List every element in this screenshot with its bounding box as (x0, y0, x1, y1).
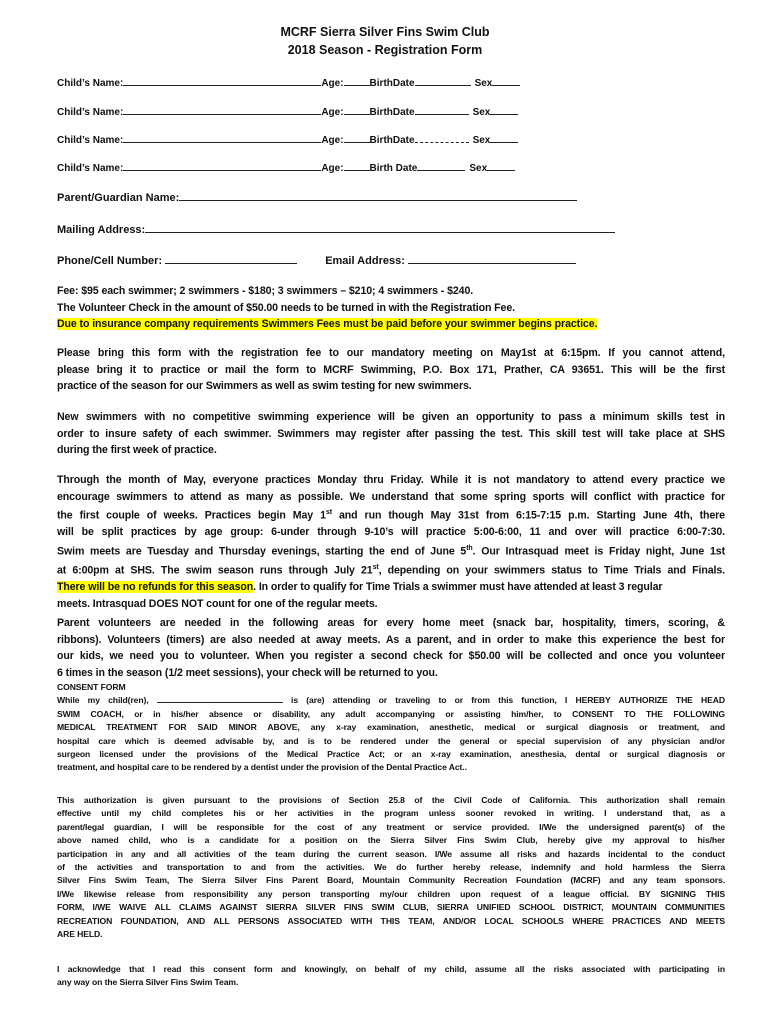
paragraph-line: parent/legal guardian, I will be responsible for the cost of any treatment or service provided. I/We the undersigned parent(s) of the (57, 821, 725, 832)
text-segment: the first couple of weeks. Practices begin May 1 (57, 509, 326, 522)
authorization-paragraph (57, 794, 725, 941)
paragraph-line: MEDICAL TREATMENT FOR SAID MINOR ABOVE, any x-ray examination, anesthetic, medical or surgical diagnosis or treatment, and (57, 722, 725, 733)
birthdate-field[interactable] (417, 161, 465, 171)
birthdate-field[interactable] (415, 76, 471, 86)
paragraph-line: FORM, I/WE WAIVE ALL CLAIMS AGAINST SIERRA SILVER FINS SWIM CLUB, SIERRA UNIFIED SCHOOL DISTRICT, MOUNTAIN COMMUNITIES (57, 902, 725, 913)
paragraph-line: treatment, and hospital care to be rendered by a dentist under the provision of the Dental Practice Act.. (57, 762, 467, 773)
sex-label: Sex (469, 163, 488, 174)
parent-guardian-label: Parent/Guardian Name: (57, 192, 180, 204)
phone-field[interactable] (165, 254, 297, 264)
consent-section (57, 681, 725, 775)
fees-section (57, 283, 725, 333)
volunteer-check-note: The Volunteer Check in the amount of $50.00 needs to be turned in with the Registration Fee. (57, 301, 515, 314)
volunteer-paragraph (57, 615, 725, 681)
paragraph-line: during the first week of practice. (57, 444, 217, 457)
form-title: MCRF Sierra Silver Fins Swim Club (280, 25, 490, 39)
consent-heading: CONSENT FORM (57, 682, 126, 692)
paragraph-line: Please bring this form with the registration fee to our mandatory meeting on May1st at 6:15pm. If you cannot attend, (57, 347, 725, 359)
paragraph-line: I acknowledge that I read this consent form and knowingly, on behalf of my child, assume all the risks associated with participating in (57, 964, 725, 974)
birthdate-label: BirthDate (369, 78, 415, 89)
paragraph-line: our kids, we need you to volunteer. When you register a second check for $50.00 will be collected and once you volunteer (57, 650, 725, 663)
child-row (57, 161, 515, 174)
paragraph-line: above named child, who is a candidate for a position on the Sierra Silver Fins Swim Club, hereby give my approval to his/her (57, 835, 725, 846)
children-names-field[interactable] (157, 694, 283, 703)
child-row (57, 105, 518, 118)
text-segment: . In order to qualify for Time Trials a swimmer must have attended at least 3 regular (253, 581, 663, 594)
paragraph-line: of the activities and transportation to and from the activities. We do further hereby release, indemnify and hold harmless the Sierra (57, 862, 725, 873)
sex-field[interactable] (490, 133, 518, 143)
paragraph-line: RECREATION FOUNDATION, AND ALL PERSONS ASSOCIATED WITH THIS TEAM, AND/OR LOCAL SCHOOLS WHERE PRACTICES AND MEETS (57, 915, 725, 926)
birthdate-field[interactable] (415, 105, 469, 115)
paragraph-line: meets. Intrasquad DOES NOT count for one of the regular meets. (57, 597, 378, 610)
parent-guardian-field[interactable] (179, 191, 577, 201)
paragraph-line (57, 560, 725, 579)
text-segment: , depending on your swimmers status to Time Trials and Finals. (378, 564, 725, 577)
paragraph-line: any way on the Sierra Silver Fins Swim Team. (57, 977, 239, 988)
phone-label: Phone/Cell Number: (57, 255, 163, 267)
age-field[interactable] (344, 105, 370, 115)
child-name-field[interactable] (123, 105, 321, 115)
child-name-field[interactable] (123, 161, 321, 171)
paragraph-line: surgeon licensed under the provisions of the Medical Practice Act; or an x-ray examination, anesthesia, dental or surgical diagnosis or (57, 749, 725, 760)
paragraph-line: encourage swimmers to attend as many as possible. We understand that some spring sports will conflict with practice for (57, 490, 725, 503)
sex-field[interactable] (490, 105, 518, 115)
practice-paragraph (57, 472, 725, 612)
child-row (57, 133, 518, 146)
paragraph-line: ribbons). Volunteers (timers) are also needed at away meets. As a parent, and in order to make this experience the best for (57, 633, 725, 646)
paragraph-line: ARE HELD. (57, 929, 103, 940)
meeting-paragraph (57, 345, 725, 395)
paragraph-line: I/We likewise release from responsibility any person transporting my/our children upon request of a league official. BY SIGNING THIS (57, 888, 725, 899)
child-name-label: Child’s Name: (57, 107, 124, 118)
child-name-label: Child’s Name: (57, 135, 124, 146)
parent-guardian-row (57, 191, 577, 204)
mailing-address-row (57, 223, 615, 236)
paragraph-line: order to insure safety of each swimmer. Swimmers may register after passing the test. This skill test will take place at SHS (57, 427, 725, 440)
paragraph-line: will be split practices by age group: 6-under through 9-10’s will practice 5:00-6:00, 11 and over will practice 6:00-7:30. (57, 526, 725, 539)
paragraph-line: Parent volunteers are needed in the following areas for every home meet (snack bar, hospitality, timers, scoring, & (57, 617, 725, 629)
age-label: Age: (321, 78, 344, 89)
sex-label: Sex (472, 107, 491, 118)
text-segment: . Our Intrasquad meet is Friday night, June 1st (472, 545, 726, 558)
birthdate-label: BirthDate (369, 135, 415, 146)
birthdate-field[interactable] (415, 133, 469, 143)
age-field[interactable] (344, 133, 370, 143)
paragraph-line (57, 541, 725, 560)
text-segment: While my child(ren), (57, 695, 157, 706)
mailing-address-label: Mailing Address: (57, 224, 146, 236)
age-label: Age: (321, 163, 344, 174)
insurance-notice-highlight: Due to insurance company requirements Swimmers Fees must be paid before your swimmer begins practice. (57, 318, 598, 331)
text-segment: at 6:00pm at SHS. The swim season runs through July 21 (57, 564, 373, 577)
text-segment: Swim meets are Tuesday and Thursday evenings, starting the end of June 5 (57, 545, 467, 558)
child-name-field[interactable] (123, 133, 321, 143)
paragraph-line: effective until my child completes his or her activities in the program unless sooner revoked in writing. I understand that, as a (57, 808, 725, 819)
age-field[interactable] (344, 76, 370, 86)
paragraph-line: practice of the season for our Swimmers as well as swim testing for new swimmers. (57, 380, 472, 393)
form-subtitle: 2018 Season - Registration Form (287, 43, 483, 57)
paragraph-line (57, 579, 725, 596)
acknowledgement-paragraph (57, 963, 725, 990)
sex-label: Sex (474, 78, 493, 89)
paragraph-line: SWIM COACH, or in his/her absence or disability, any adult accompanying or assisting him/her, to CONSENT TO THE FOLLOWING (57, 708, 725, 719)
sex-field[interactable] (492, 76, 520, 86)
superscript: th (466, 544, 473, 552)
sex-field[interactable] (487, 161, 515, 171)
child-row (57, 76, 520, 89)
paragraph-line: Silver Fins Swim Team, The Sierra Silver Fins Parent Board, Mountain Community Recreation Foundation (MCRF) and any team sponsors. (57, 875, 725, 886)
phone-email-row (57, 254, 576, 267)
superscript: st (372, 564, 379, 572)
text-segment: is (are) attending or traveling to or from this function, I HEREBY AUTHORIZE THE HEAD (282, 695, 725, 706)
email-field[interactable] (408, 254, 576, 264)
child-name-field[interactable] (123, 76, 321, 86)
paragraph-line: This authorization is given pursuant to the provisions of Section 25.8 of the Civil Code of California. This authorization shall remain (57, 795, 725, 805)
age-label: Age: (321, 135, 344, 146)
paragraph-line: 6 times in the season (1/2 meet sessions), your check will be returned to you. (57, 666, 438, 679)
paragraph-line (57, 505, 725, 524)
child-name-label: Child’s Name: (57, 163, 124, 174)
no-refunds-highlight: There will be no refunds for this season (57, 581, 254, 594)
sex-label: Sex (472, 135, 491, 146)
age-field[interactable] (344, 161, 370, 171)
text-segment: and run though May 31st from 6:15-7:15 p.m. Starting June 4th, there (331, 509, 725, 522)
email-label: Email Address: (325, 255, 405, 267)
child-name-label: Child’s Name: (57, 78, 124, 89)
birthdate-label: BirthDate (369, 107, 415, 118)
paragraph-line (57, 694, 725, 707)
paragraph-line: hospital care which is deemed advisable by, and is to be rendered under the general or special supervision of any physician and/or (57, 735, 725, 746)
paragraph-line: Through the month of May, everyone practices Monday thru Friday. While it is not mandatory to attend every practice we (57, 474, 725, 486)
new-swimmers-paragraph (57, 409, 725, 459)
paragraph-line: please bring it to practice or mail the form to MCRF Swimming, P.O. Box 171, Prather, CA 93651. This will be the first (57, 363, 725, 376)
mailing-address-field[interactable] (145, 223, 615, 233)
paragraph-line: participation in any and all activities of the team during the current season. I/We assume all risks and hazards incidental to the conduct (57, 848, 725, 859)
birthdate-label: Birth Date (369, 163, 418, 174)
fee-schedule: Fee: $95 each swimmer; 2 swimmers - $180; 3 swimmers – $210; 4 swimmers - $240. (57, 285, 474, 297)
paragraph-line: New swimmers with no competitive swimming experience will be given an opportunity to pass a minimum skills test in (57, 411, 725, 423)
superscript: st (325, 509, 332, 517)
age-label: Age: (321, 107, 344, 118)
